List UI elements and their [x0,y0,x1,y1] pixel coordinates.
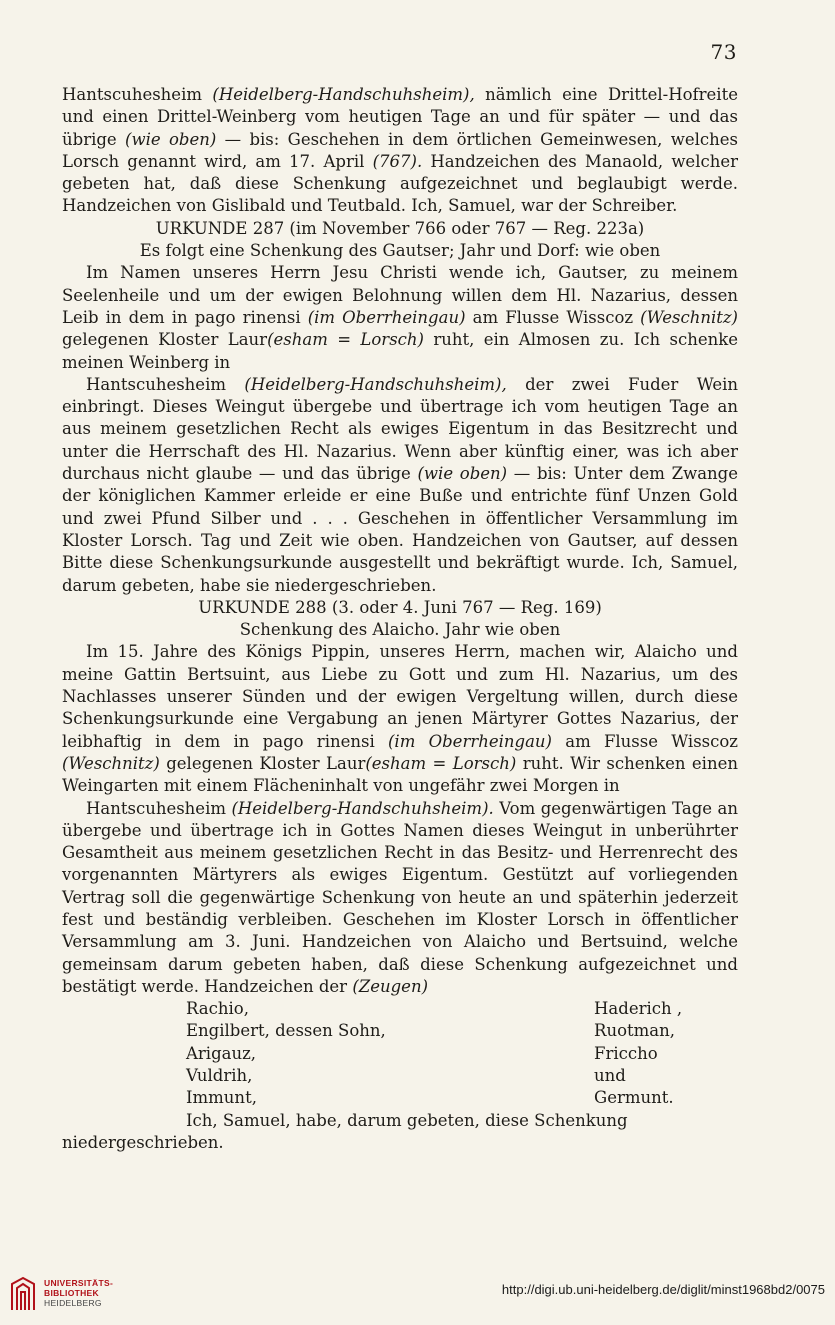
witness-left: Rachio, [186,999,249,1019]
urkunde-287-subheading: Es folgt eine Schenkung des Gautser; Jahr und Dorf: wie oben [139,241,661,261]
witness-left: Engilbert, dessen Sohn, [186,1021,386,1041]
library-logo-icon [8,1276,38,1312]
footer [0,1268,835,1318]
logo-line-2: BIBLIOTHEK [44,1288,99,1298]
page-body [62,84,738,1154]
library-logo-text [44,1278,113,1308]
urkunde-288-paragraph-2: Hantscuhesheim (Heidelberg-Handschuhsheim). Vom gegenwärtigen Tage an übergebe und übertrage ich in Gottes Namen dieses Weingut in unberührter Gesamtheit aus meinem gesetzlichen Recht in das Besitz- und Herrenrecht des vorgenannten Märtyrers als ewiges Eigentum. Gestützt auf vorliegenden Vertrag soll die gegenwärtige Schenkung von heute an und späterhin jederzeit fest und beständig verbleiben. Geschehen im Kloster Lorsch in öffentlicher Versammlung am 3. Juni. Handzeichen von Alaicho und Bertsuind, welche gemeinsam darum gebeten haben, daß diese Schenkung aufgezeichnet und bestätigt werde. Handzeichen der (Zeugen) [62,798,738,996]
page-number: 73 [710,40,737,64]
urkunde-287-paragraph-2: Hantscuhesheim (Heidelberg-Handschuhsheim), der zwei Fuder Wein einbringt. Dieses Weingut übergebe und übertrage ich vom heutigen Tage an aus meinem gesetzlichen Recht als ewiges Eigentum in das Besitzrecht und unter die Herrschaft des Hl. Nazarius. Wenn aber künftig einer, was ich aber durchaus nicht glaube — und das übrige (wie oben) — bis: Unter dem Zwange der königlichen Kammer erleide er eine Buße und entrichte fünf Unzen Gold und zwei Pfund Silber und . . . Geschehen in öffentlicher Versammlung im Kloster Lorsch. Tag und Zeit wie oben. Handzeichen von Gautser, auf dessen Bitte diese Schenkungsurkunde ausgestellt und bekräftigt wurde. Ich, Samuel, darum gebeten, habe sie niedergeschrieben. [62,374,738,595]
urkunde-288-heading: URKUNDE 288 (3. oder 4. Juni 767 — Reg. 169) [198,597,602,617]
urkunde-288-subheading: Schenkung des Alaicho. Jahr wie oben [239,620,561,640]
witness-left: Vuldrih, [186,1066,253,1086]
logo-line-1: UNIVERSITÄTS- [44,1278,114,1288]
witness-row [186,1087,738,1109]
witness-row [186,1065,738,1087]
witness-right: Haderich , [594,999,683,1019]
source-url[interactable]: http://digi.ub.uni-heidelberg.de/diglit/minst1968bd2/0075 [501,1282,825,1297]
witness-row [186,1043,738,1065]
witness-row [186,998,738,1020]
library-logo[interactable] [8,1276,138,1316]
urkunde-287-paragraph-1: Im Namen unseres Herrn Jesu Christi wende ich, Gautser, zu meinem Seelenheile und um der ewigen Belohnung willen dem Hl. Nazarius, dessen Leib in dem in pago rinensi (im Oberrheingau) am Flusse Wisscoz (Weschnitz) gelegenen Kloster Laur(esham = Lorsch) ruht, ein Almosen zu. Ich schenke meinen Weinberg in [62,263,738,372]
witness-right: Germunt. [594,1088,674,1108]
urkunde-288-paragraph-1: Im 15. Jahre des Königs Pippin, unseres Herrn, machen wir, Alaicho und meine Gattin Bertsuint, aus Liebe zu Gott und zum Hl. Nazarius, um des Nachlasses unserer Sünden und der ewigen Vergeltung willen, durch diese Schenkungsurkunde eine Vergabung an jenen Märtyrer Gottes Nazarius, der leibhaftig in dem in pago rinensi (im Oberrheingau) am Flusse Wisscoz (Weschnitz) gelegenen Kloster Laur(esham = Lorsch) ruht. Wir schenken einen Weingarten mit einem Flächeninhalt von ungefähr zwei Morgen in [62,642,738,796]
witness-left: Immunt, [186,1088,257,1108]
witness-left: Arigauz, [186,1043,257,1063]
witness-right: und [594,1066,626,1086]
paragraph-continuation: Hantscuhesheim (Heidelberg-Handschuhsheim), nämlich eine Drittel-Hofreite und einen Drittel-Weinberg vom heutigen Tage an und für später — und das übrige (wie oben) — bis: Geschehen in dem örtlichen Gemeinwesen, welches Lorsch genannt wird, am 17. April (767). Handzeichen des Manaold, welcher gebeten hat, daß diese Schenkung aufgezeichnet und beglaubigt werde. Handzeichen von Gislibald und Teutbald. Ich, Samuel, war der Schreiber. [62,85,739,216]
witness-row [186,1020,738,1042]
witness-list [186,998,738,1109]
closing-line: Ich, Samuel, habe, darum gebeten, diese Schenkung niedergeschrieben. [62,1110,628,1152]
witness-right: Ruotman, [594,1021,676,1041]
witness-right: Friccho [594,1043,658,1063]
urkunde-287-heading: URKUNDE 287 (im November 766 oder 767 — Reg. 223a) [155,218,645,238]
logo-line-3: HEIDELBERG [44,1298,102,1308]
